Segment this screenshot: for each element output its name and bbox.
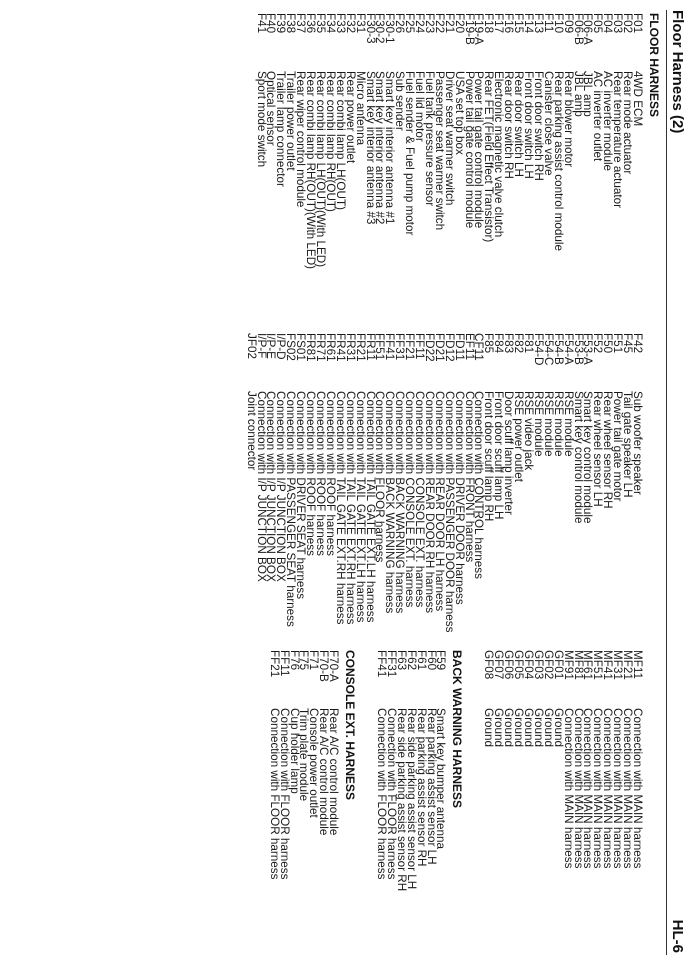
connector-code: GF02	[541, 650, 555, 680]
connector-code: MF91	[561, 650, 575, 680]
connector-code: F71	[307, 650, 321, 671]
connector-code: F81	[522, 333, 536, 354]
connector-description: Connection with TAIL GATE EXT.RH harness	[343, 391, 357, 625]
connector-code: I/P-E	[264, 333, 278, 359]
connector-description: Passenger seat warmer switch	[432, 71, 446, 231]
connector-description: Connection with MAIN harness	[561, 708, 575, 869]
connector-code: GF06	[502, 650, 516, 680]
connector-description: Rear combi lamp RH(OUT)(With LED)	[304, 71, 318, 270]
connector-code: F54-C	[541, 333, 555, 366]
connector-row	[502, 650, 516, 950]
connector-code: FR41	[333, 333, 347, 362]
connector-description: Connection with PASSENGER DOOR harness	[442, 391, 456, 633]
connector-description: Smart key interior antenna #3	[363, 71, 377, 225]
connector-description: USA set top box	[452, 71, 466, 155]
connector-description: Front door switch RH	[531, 71, 545, 181]
connector-description: Connection with DRIVER DOOR harness	[452, 391, 466, 605]
connector-description: Rear parking assist sensor RH	[414, 708, 428, 867]
connector-description: RSE module	[531, 391, 545, 457]
connector-code: I/P-D	[274, 333, 288, 360]
connector-code: F84	[492, 333, 506, 354]
connector-description: Connection with CONSOLE EXT. harness	[403, 391, 417, 608]
connector-description: RSE module	[541, 391, 555, 457]
connector-code: F09	[561, 13, 575, 34]
floor-harness-list-3	[484, 650, 643, 950]
connector-description: Rear mode actuator	[621, 71, 635, 175]
connector-description: Connection with ROOF harness	[304, 391, 318, 556]
connector-code: GF07	[492, 650, 506, 680]
connector-code: F02	[621, 13, 635, 34]
connector-description: Cup holder lamp	[287, 708, 301, 794]
connector-code: F24	[413, 13, 427, 34]
connector-code: GF05	[512, 650, 526, 680]
connector-description: Power tail gate control module	[462, 71, 476, 229]
connector-description: Optical sensor	[264, 71, 278, 146]
connector-description: Connection with I/P JUNCTION BOX	[264, 391, 278, 582]
connector-description: Rear blower motor	[561, 71, 575, 168]
column-1	[256, 13, 660, 313]
console-ext-harness-list	[267, 650, 341, 950]
connector-description: Rear wheel sensor RH	[601, 391, 615, 509]
connector-row	[573, 333, 583, 633]
page-header	[666, 10, 689, 955]
connector-description: Connection with MAIN harness	[571, 708, 585, 869]
connector-row	[601, 13, 615, 313]
page-number: HL-6	[669, 919, 686, 953]
connector-description: JBL amp	[571, 71, 585, 117]
connector-row	[492, 650, 506, 950]
connector-description: Connection with TAIL GATE EXT.LH harness	[353, 391, 367, 623]
connector-row	[543, 650, 553, 950]
connector-description: Ground	[531, 708, 545, 747]
connector-code: F75	[297, 650, 311, 671]
column-2	[246, 333, 660, 633]
connector-code: F25	[403, 13, 417, 34]
connector-row	[256, 333, 266, 633]
connector-description: Connection with I/P JUNCTION BOX	[254, 391, 268, 582]
connector-description: Connection with REAR DOOR LH harness	[432, 391, 446, 612]
connector-code: F42	[631, 333, 644, 354]
connector-row	[256, 13, 266, 313]
connector-description: AC inverter outlet	[591, 71, 605, 162]
connector-code: F54-B	[551, 333, 565, 365]
connector-description: Rear combi lamp LH(OUT)	[333, 71, 347, 210]
connector-code: FR81	[304, 333, 318, 362]
floor-harness-list-2	[246, 333, 642, 633]
connector-description: Connection with ROOF harness	[314, 391, 327, 556]
connector-description: Smart key interior antenna #2	[373, 71, 387, 225]
connector-code: F61	[414, 650, 428, 671]
connector-code: F11	[541, 13, 555, 33]
connector-code: F30-1	[383, 13, 397, 44]
connector-description: Rear power outlet	[343, 71, 357, 164]
connector-description: Fuel sender & Fuel pump motor	[403, 71, 417, 236]
connector-code: GF04	[522, 650, 536, 680]
connector-code: F33	[333, 13, 347, 34]
connector-code: F40	[264, 13, 278, 34]
connector-description: Connection with PASSENGER SEAT harness	[284, 391, 298, 627]
connector-code: F62	[404, 650, 418, 671]
connector-description: Rear A/C control module	[327, 708, 341, 836]
connector-row	[563, 650, 573, 950]
connector-code: FF11	[413, 333, 427, 360]
connector-code: F54-A	[561, 333, 575, 365]
connector-code: F06-A	[581, 13, 595, 45]
section-heading-spacer	[647, 333, 660, 633]
connector-row	[522, 333, 536, 633]
connector-description: Driver seat warmer switch	[442, 71, 456, 206]
connector-code: F76	[287, 650, 301, 671]
connector-description: Electronic magnetic valve clutch	[492, 71, 506, 238]
connector-row	[533, 650, 543, 950]
connector-description: Connection with DRIVER SEAT harness	[294, 391, 308, 600]
connector-code: F19-B	[462, 13, 476, 45]
connector-code: CF11	[472, 333, 486, 361]
connector-code: F63	[394, 650, 408, 671]
connector-description: Ground	[541, 708, 555, 747]
connector-code: F82	[512, 333, 526, 354]
connector-code: F04	[601, 13, 615, 34]
connector-description: Rear combi lamp RH(OUT)	[323, 71, 337, 212]
connector-description: Trailer lamp connector	[274, 71, 288, 187]
connector-code: F60	[424, 650, 438, 671]
connector-description: Front door scuff lamp RH	[482, 391, 496, 522]
connector-row	[464, 13, 474, 313]
connector-description: Connection with BACK WARNING harness	[383, 391, 397, 614]
connector-description: Console power outlet	[307, 708, 321, 818]
connector-description: Connection with FLOOR harness	[384, 708, 398, 880]
connector-description: RSE power outlet	[512, 391, 526, 482]
connector-code: FR21	[353, 333, 367, 362]
connector-code: FF41	[383, 333, 397, 361]
connector-row	[274, 13, 288, 313]
connector-description: Connection with MAIN harness	[611, 708, 625, 869]
connector-description: Rear parking assist control module	[551, 71, 565, 251]
connector-code: F70-A	[327, 650, 341, 682]
connector-description: Connection with REAR DOOR RH harness	[422, 391, 436, 614]
connector-description: Connection with FLOOR harness	[373, 391, 387, 563]
connector-row	[543, 333, 553, 633]
connector-code: F01	[631, 13, 644, 34]
connector-code: F31	[353, 13, 367, 34]
connector-description: Smart key control module	[571, 391, 585, 524]
connector-description: Rear A/C control module	[317, 708, 331, 836]
connector-code: F06-B	[571, 13, 585, 45]
connector-code: FR61	[323, 333, 337, 362]
connector-description: Rear door switch RH	[502, 71, 516, 179]
connector-description: 4WD ECM	[631, 71, 644, 127]
connector-code: FD11	[452, 333, 466, 361]
connector-description: Connection with MAIN harness	[591, 708, 605, 869]
connector-code: F10	[551, 13, 565, 34]
connector-code: F85	[482, 333, 496, 354]
connector-description: Fuel tank pressure sensor	[422, 71, 436, 207]
connector-code: MF51	[591, 650, 605, 680]
connector-description: Ground	[522, 708, 536, 747]
connector-description: Connection with I/P JUNCTION BOX	[274, 391, 288, 582]
connector-code: F14	[522, 13, 536, 34]
connector-code: JF02	[244, 333, 258, 359]
connector-code: F53-B	[571, 333, 585, 365]
connector-code: F53-A	[581, 333, 595, 365]
connector-code: F32	[343, 13, 357, 34]
connector-description: Rear side parking assist sensor RH	[394, 708, 408, 892]
connector-description: Smart key interior antenna #1	[383, 71, 397, 225]
connector-code: EF11	[462, 333, 476, 361]
connector-code: F54-D	[531, 333, 545, 366]
connector-description: Power tail gate control module	[472, 71, 486, 229]
connector-code: F36	[304, 13, 318, 34]
connector-code: F39	[274, 13, 288, 34]
connector-description: Micro antenna	[353, 71, 367, 146]
connector-code: FF11	[277, 650, 291, 677]
connector-code: F17	[492, 13, 506, 34]
connector-code: F26	[393, 13, 407, 34]
connector-description: RSE module	[551, 391, 565, 457]
connector-code: F30-2	[373, 13, 387, 44]
connector-description: Rear wiper control module	[294, 71, 308, 208]
connector-code: F35	[314, 13, 327, 34]
connector-description: Rear combi lamp LH(OUT)(With LED)	[314, 71, 327, 268]
page-title: Floor Harness (2)	[669, 10, 686, 134]
connector-code: F18	[482, 13, 496, 34]
connector-description: RSE module	[561, 391, 575, 457]
connector-code: FF41	[375, 650, 389, 678]
connector-description: JBL amp	[581, 71, 595, 117]
connector-description: Connection with ROOF harness	[323, 391, 337, 556]
connector-code: F13	[531, 13, 545, 34]
connector-code: F21	[442, 13, 456, 34]
connector-code: FF31	[393, 333, 407, 361]
connector-row	[583, 13, 593, 313]
connector-description: Smart key control module	[581, 391, 595, 524]
connector-description: Connection with TAIL GATE EXT.LH harness	[363, 391, 377, 623]
connector-description: Front door scuff lamp LH	[492, 391, 506, 520]
connector-description: Connection with FRONT harness	[462, 391, 476, 563]
connector-code: GF08	[482, 650, 496, 680]
connector-code: F15	[512, 13, 526, 34]
connector-description: Ground	[551, 708, 565, 747]
connector-description: Ground	[492, 708, 506, 747]
connector-code: GF01	[551, 650, 565, 680]
connector-description: Ground	[502, 708, 516, 747]
connector-description: Connection with MAIN harness	[631, 708, 644, 869]
connector-code: F23	[422, 13, 436, 34]
connector-code: FF51	[373, 333, 387, 361]
connector-description: Connection with CONTROL harness	[472, 391, 486, 579]
connector-description: Trim plate module	[297, 708, 311, 802]
connector-code: FF31	[384, 650, 398, 678]
connector-code: FS02	[284, 333, 298, 361]
connector-description: Connection with FLOOR harness	[267, 708, 281, 880]
connector-description: Canister close valve	[541, 71, 555, 176]
connector-description: Connection with BACK WARNING harness	[393, 391, 407, 614]
connector-code: F20	[452, 13, 466, 34]
connector-code: F22	[432, 13, 446, 34]
connector-row	[375, 650, 389, 950]
connector-description: Connection with FLOOR harness	[277, 708, 291, 880]
connector-description: Rear FET(Field Effect Transistor)	[482, 71, 496, 243]
connector-code: F51	[611, 333, 625, 354]
connector-row	[403, 13, 417, 313]
connector-code: F38	[284, 13, 298, 34]
section-heading-back-warning-harness: BACK WARNING HARNESS	[450, 650, 465, 809]
connector-description: Connection with CONSOLE EXT. harness	[413, 391, 427, 608]
connector-description: Tail gate speaker LH	[621, 391, 635, 498]
connector-code: FF21	[403, 333, 417, 361]
connector-description: Power tail gate motor	[611, 391, 625, 502]
connector-code: MF11	[631, 650, 644, 680]
connector-code: MF41	[601, 650, 615, 680]
connector-description: Rear temperature actuator	[611, 71, 625, 209]
connector-description: Ground	[512, 708, 526, 747]
connector-code: F45	[621, 333, 635, 354]
connector-code: F52	[591, 333, 605, 354]
connector-description: Ground	[482, 708, 496, 747]
connector-description: Fuel lid motor	[413, 71, 427, 142]
connector-description: Connection with MAIN harness	[581, 708, 595, 869]
connector-code: GF03	[531, 650, 545, 680]
connector-code: MF81	[571, 650, 585, 680]
connector-code: F70-B	[317, 650, 331, 682]
connector-code: FD12	[442, 333, 456, 362]
connector-row	[484, 650, 494, 950]
connector-row	[424, 13, 434, 313]
connector-code: MF31	[611, 650, 625, 680]
connector-description: Door scuff lamp inverter	[502, 391, 516, 515]
connector-description: Connection with MAIN harness	[621, 708, 635, 869]
connector-description: AC inverter module	[601, 71, 615, 172]
connector-code: F59	[434, 650, 448, 671]
connector-description: Smart key bumper antenna	[434, 708, 448, 849]
connector-description: Rear wheel sensor LH	[591, 391, 605, 507]
floor-harness-list-1	[256, 13, 642, 313]
connector-description: Sub woofer speaker	[631, 391, 644, 495]
section-heading-spacer	[647, 650, 660, 950]
connector-description: Connection with TAIL GATE EXT.RH harness	[333, 391, 347, 625]
connector-description: Rear door switch LH	[512, 71, 526, 177]
connector-row	[522, 650, 536, 950]
connector-code: FR71	[314, 333, 327, 362]
connector-code: FR11	[363, 333, 377, 361]
section-heading-console-ext-harness: CONSOLE EXT. HARNESS	[343, 650, 358, 801]
connector-row	[299, 650, 309, 950]
connector-code: FF21	[267, 650, 281, 678]
connector-code: FS01	[294, 333, 308, 361]
connector-code: F05	[591, 13, 605, 34]
connector-description: RSE video jack	[522, 391, 536, 471]
connector-code: F41	[254, 13, 268, 34]
connector-code: MF61	[581, 650, 595, 680]
column-3	[269, 650, 660, 950]
connector-code: F83	[502, 333, 516, 354]
connector-description: Front door switch LH	[522, 71, 536, 179]
connector-code: F19-A	[472, 13, 486, 45]
connector-row	[269, 650, 279, 950]
connector-description: Sport mode switch	[254, 71, 268, 168]
connector-code: F37	[294, 13, 308, 34]
connector-row	[365, 13, 375, 313]
connector-code: I/P-F	[254, 333, 268, 359]
connector-code: MF21	[621, 650, 635, 680]
connector-code: F03	[611, 13, 625, 34]
connector-code: FR31	[343, 333, 357, 362]
connector-code: F34	[323, 13, 337, 34]
connector-code: F30-3	[363, 13, 377, 44]
connector-description: Rear side parking assist sensor LH	[404, 708, 418, 890]
section-heading-floor-harness: FLOOR HARNESS	[647, 13, 661, 118]
connector-description: Rear parking assist sensor LH	[424, 708, 438, 865]
connector-code: FD21	[432, 333, 446, 362]
back-warning-harness-list	[375, 650, 448, 950]
connector-code: FD22	[422, 333, 436, 362]
connector-code: F50	[601, 333, 615, 354]
connector-row	[512, 650, 526, 950]
connector-code: F16	[502, 13, 516, 34]
connector-description: Trailer power outlet	[284, 71, 298, 171]
connector-row	[533, 333, 543, 633]
connector-row	[553, 333, 563, 633]
connector-description: Connection with MAIN harness	[601, 708, 615, 869]
connector-description: Connection with FLOOR harness	[375, 708, 389, 880]
connector-description: Sub sender	[393, 71, 407, 131]
connector-description: Joint connector	[244, 391, 258, 471]
